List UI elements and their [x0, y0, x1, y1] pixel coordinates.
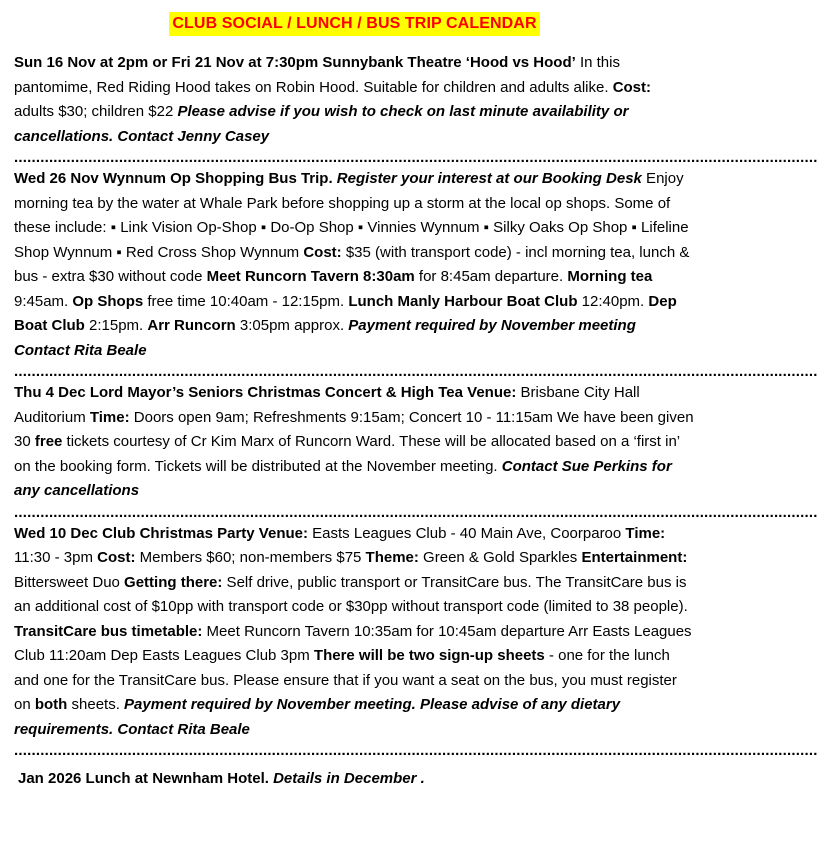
calendar-content — [14, 51, 818, 792]
both-label: both — [34, 696, 68, 713]
sheets-text: sheets. — [67, 696, 125, 713]
lunch-value: 12:40pm. — [577, 292, 649, 310]
theme-label: Theme: — [365, 549, 419, 566]
separator: ........................................................................................................................................................................................ — [14, 742, 818, 759]
meet-label: Meet Runcorn Tavern 8:30am — [206, 268, 415, 285]
event-heading: Thu 4 Dec Lord Mayor’s Seniors Christmas Concert & High Tea Venue: — [14, 384, 517, 401]
event-heading: Sun 16 Nov at 2pm or Fri 21 Nov at 7:30pm Sunnybank Theatre ‘Hood vs Hood’ — [14, 54, 576, 71]
shops-label: Op Shops — [72, 292, 144, 310]
details-note: Details in December . — [268, 770, 425, 787]
cost-value: adults $30; children $22 — [14, 103, 178, 120]
time-label: Time: — [89, 408, 130, 426]
entertainment-value: Bittersweet Duo — [14, 573, 125, 591]
tea-label: Morning tea — [567, 268, 653, 285]
dep-label: Dep Boat Club — [14, 292, 677, 334]
time-value: Doors open 9am; Refreshments 9:15am; Concert 10 - 11:15am We have been given 30 — [14, 408, 694, 450]
cost-label: Cost: — [303, 243, 342, 261]
lunch-label: Lunch Manly Harbour Boat Club — [348, 292, 578, 310]
free-label: free — [34, 433, 63, 450]
event-jan-lunch — [14, 767, 694, 792]
getting-there-label: Getting there: — [124, 573, 223, 591]
timetable-value: Meet Runcorn Tavern 10:35am for 10:45am departure Arr Easts Leagues Club 11:20am Dep Easts Leagues Club 3pm — [14, 622, 692, 664]
time-value: 11:30 - 3pm — [14, 549, 98, 566]
signup-label: There will be two sign-up sheets — [313, 647, 545, 664]
time-label: Time: — [625, 524, 666, 542]
getting-there-value: Self drive, public transport or TransitCare bus. The TransitCare bus is an additional cost of $10pp with transport code or $30pp without transport code (limited to 38 people). — [14, 573, 688, 615]
separator: ........................................................................................................................................................................................ — [14, 503, 818, 521]
cost-value: Members $60; non-members $75 — [135, 549, 366, 566]
register-note: Register your interest at our Booking Desk — [332, 170, 642, 187]
tickets-text: tickets courtesy of Cr Kim Marx of Runcorn Ward. These will be allocated based on a ‘first in’ on the booking form. Tickets will be distributed at the November meeting. — [14, 433, 680, 475]
venue-value: Easts Leagues Club - 40 Main Ave, Coorparoo — [308, 524, 626, 542]
dep-value: 2:15pm. — [84, 317, 148, 334]
arr-label: Arr Runcorn — [147, 317, 236, 334]
event-christmas-party — [14, 522, 694, 743]
payment-note: Payment required by November meeting Contact Rita Beale — [14, 317, 636, 359]
timetable-label: TransitCare bus timetable: — [14, 622, 203, 640]
entertainment-label: Entertainment: — [581, 549, 688, 566]
cost-label: Cost: — [612, 78, 652, 96]
shops-value: free time 10:40am - 12:15pm. — [143, 292, 349, 310]
payment-note: Payment required by November meeting. Please advise of any dietary requirements. Contact Rita Beale — [14, 696, 621, 738]
event-heading: Wed 10 Dec Club Christmas Party Venue: — [14, 524, 308, 542]
separator: ........................................................................................................................................................................................ — [14, 363, 818, 380]
title-wrapper — [0, 0, 709, 42]
event-theatre — [14, 51, 694, 149]
event-heading: Wed 26 Nov Wynnum Op Shopping Bus Trip. — [14, 170, 333, 187]
event-bus-trip — [14, 167, 694, 363]
meet-value: for 8:45am departure. — [414, 268, 568, 285]
signup-value: - one for the lunch and one for the TransitCare bus. Please ensure that if you want a seat on the bus, you must register on — [14, 647, 677, 713]
cost-label: Cost: — [97, 549, 136, 566]
contact-note: Please advise if you wish to check on last minute availability or cancellations. Contact Jenny Casey — [14, 103, 629, 145]
event-concert — [14, 381, 694, 504]
event-description: In this pantomime, Red Riding Hood takes on Robin Hood. Suitable for children and adults alike. — [14, 54, 620, 96]
tea-value: 9:45am. — [14, 292, 73, 310]
theme-value: Green & Gold Sparkles — [418, 549, 582, 566]
cost-value: $35 (with transport code) - incl morning tea, lunch & bus - extra $30 without code — [14, 243, 690, 285]
arr-value: 3:05pm approx. — [235, 317, 349, 334]
event-description: Enjoy morning tea by the water at Whale Park before shopping up a storm at the local op shops. Some of these include: ▪ Link Vision Op-Shop ▪ Do-Op Shop ▪ Vinnies Wynnum ▪ Silky Oaks Op Shop ▪ Lifeline Shop Wynnum ▪ Red Cross Shop Wynnum — [14, 170, 689, 261]
page-title: CLUB SOCIAL / LUNCH / BUS TRIP CALENDAR — [169, 12, 539, 36]
event-heading: Jan 2026 Lunch at Newnham Hotel. — [18, 770, 269, 787]
separator: ........................................................................................................................................................................................ — [14, 149, 818, 166]
venue-value: Brisbane City Hall Auditorium — [14, 384, 640, 426]
contact-note: Contact Sue Perkins for any cancellations — [14, 457, 672, 499]
